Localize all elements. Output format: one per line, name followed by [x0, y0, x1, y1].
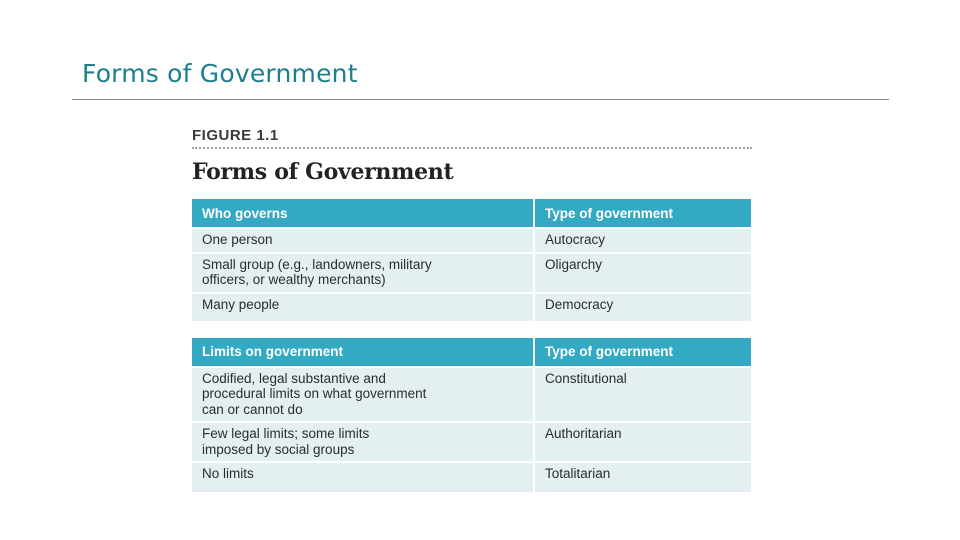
limits-cell: Few legal limits; some limits imposed by social groups — [192, 422, 534, 462]
title-divider — [72, 99, 889, 100]
limits-on-government-table — [192, 338, 751, 493]
table-row — [192, 422, 751, 462]
column-header-limits-on-government: Limits on government — [192, 338, 534, 367]
limits-cell: Codified, legal substantive and procedural limits on what government can or cannot do — [192, 367, 534, 423]
government-type-cell: Oligarchy — [534, 253, 751, 293]
figure-heading: Forms of Government — [192, 159, 454, 185]
table-header-row — [192, 338, 751, 367]
table-row — [192, 228, 751, 253]
who-governs-table — [192, 199, 751, 321]
figure-dotted-divider — [192, 147, 752, 149]
figure-1-1 — [192, 126, 752, 492]
table-row — [192, 253, 751, 293]
government-type-cell: Authoritarian — [534, 422, 751, 462]
government-type-cell: Constitutional — [534, 367, 751, 423]
who-governs-cell: Many people — [192, 293, 534, 321]
slide-title: Forms of Government — [82, 59, 358, 88]
government-type-cell: Totalitarian — [534, 462, 751, 492]
table-row — [192, 462, 751, 492]
table-row — [192, 293, 751, 321]
government-type-cell: Autocracy — [534, 228, 751, 253]
column-header-type-of-government: Type of government — [534, 338, 751, 367]
limits-cell: No limits — [192, 462, 534, 492]
column-header-who-governs: Who governs — [192, 199, 534, 228]
who-governs-cell: One person — [192, 228, 534, 253]
figure-label: FIGURE 1.1 — [192, 127, 279, 144]
table-header-row — [192, 199, 751, 228]
column-header-type-of-government: Type of government — [534, 199, 751, 228]
table-row — [192, 367, 751, 423]
government-type-cell: Democracy — [534, 293, 751, 321]
who-governs-cell: Small group (e.g., landowners, military officers, or wealthy merchants) — [192, 253, 534, 293]
